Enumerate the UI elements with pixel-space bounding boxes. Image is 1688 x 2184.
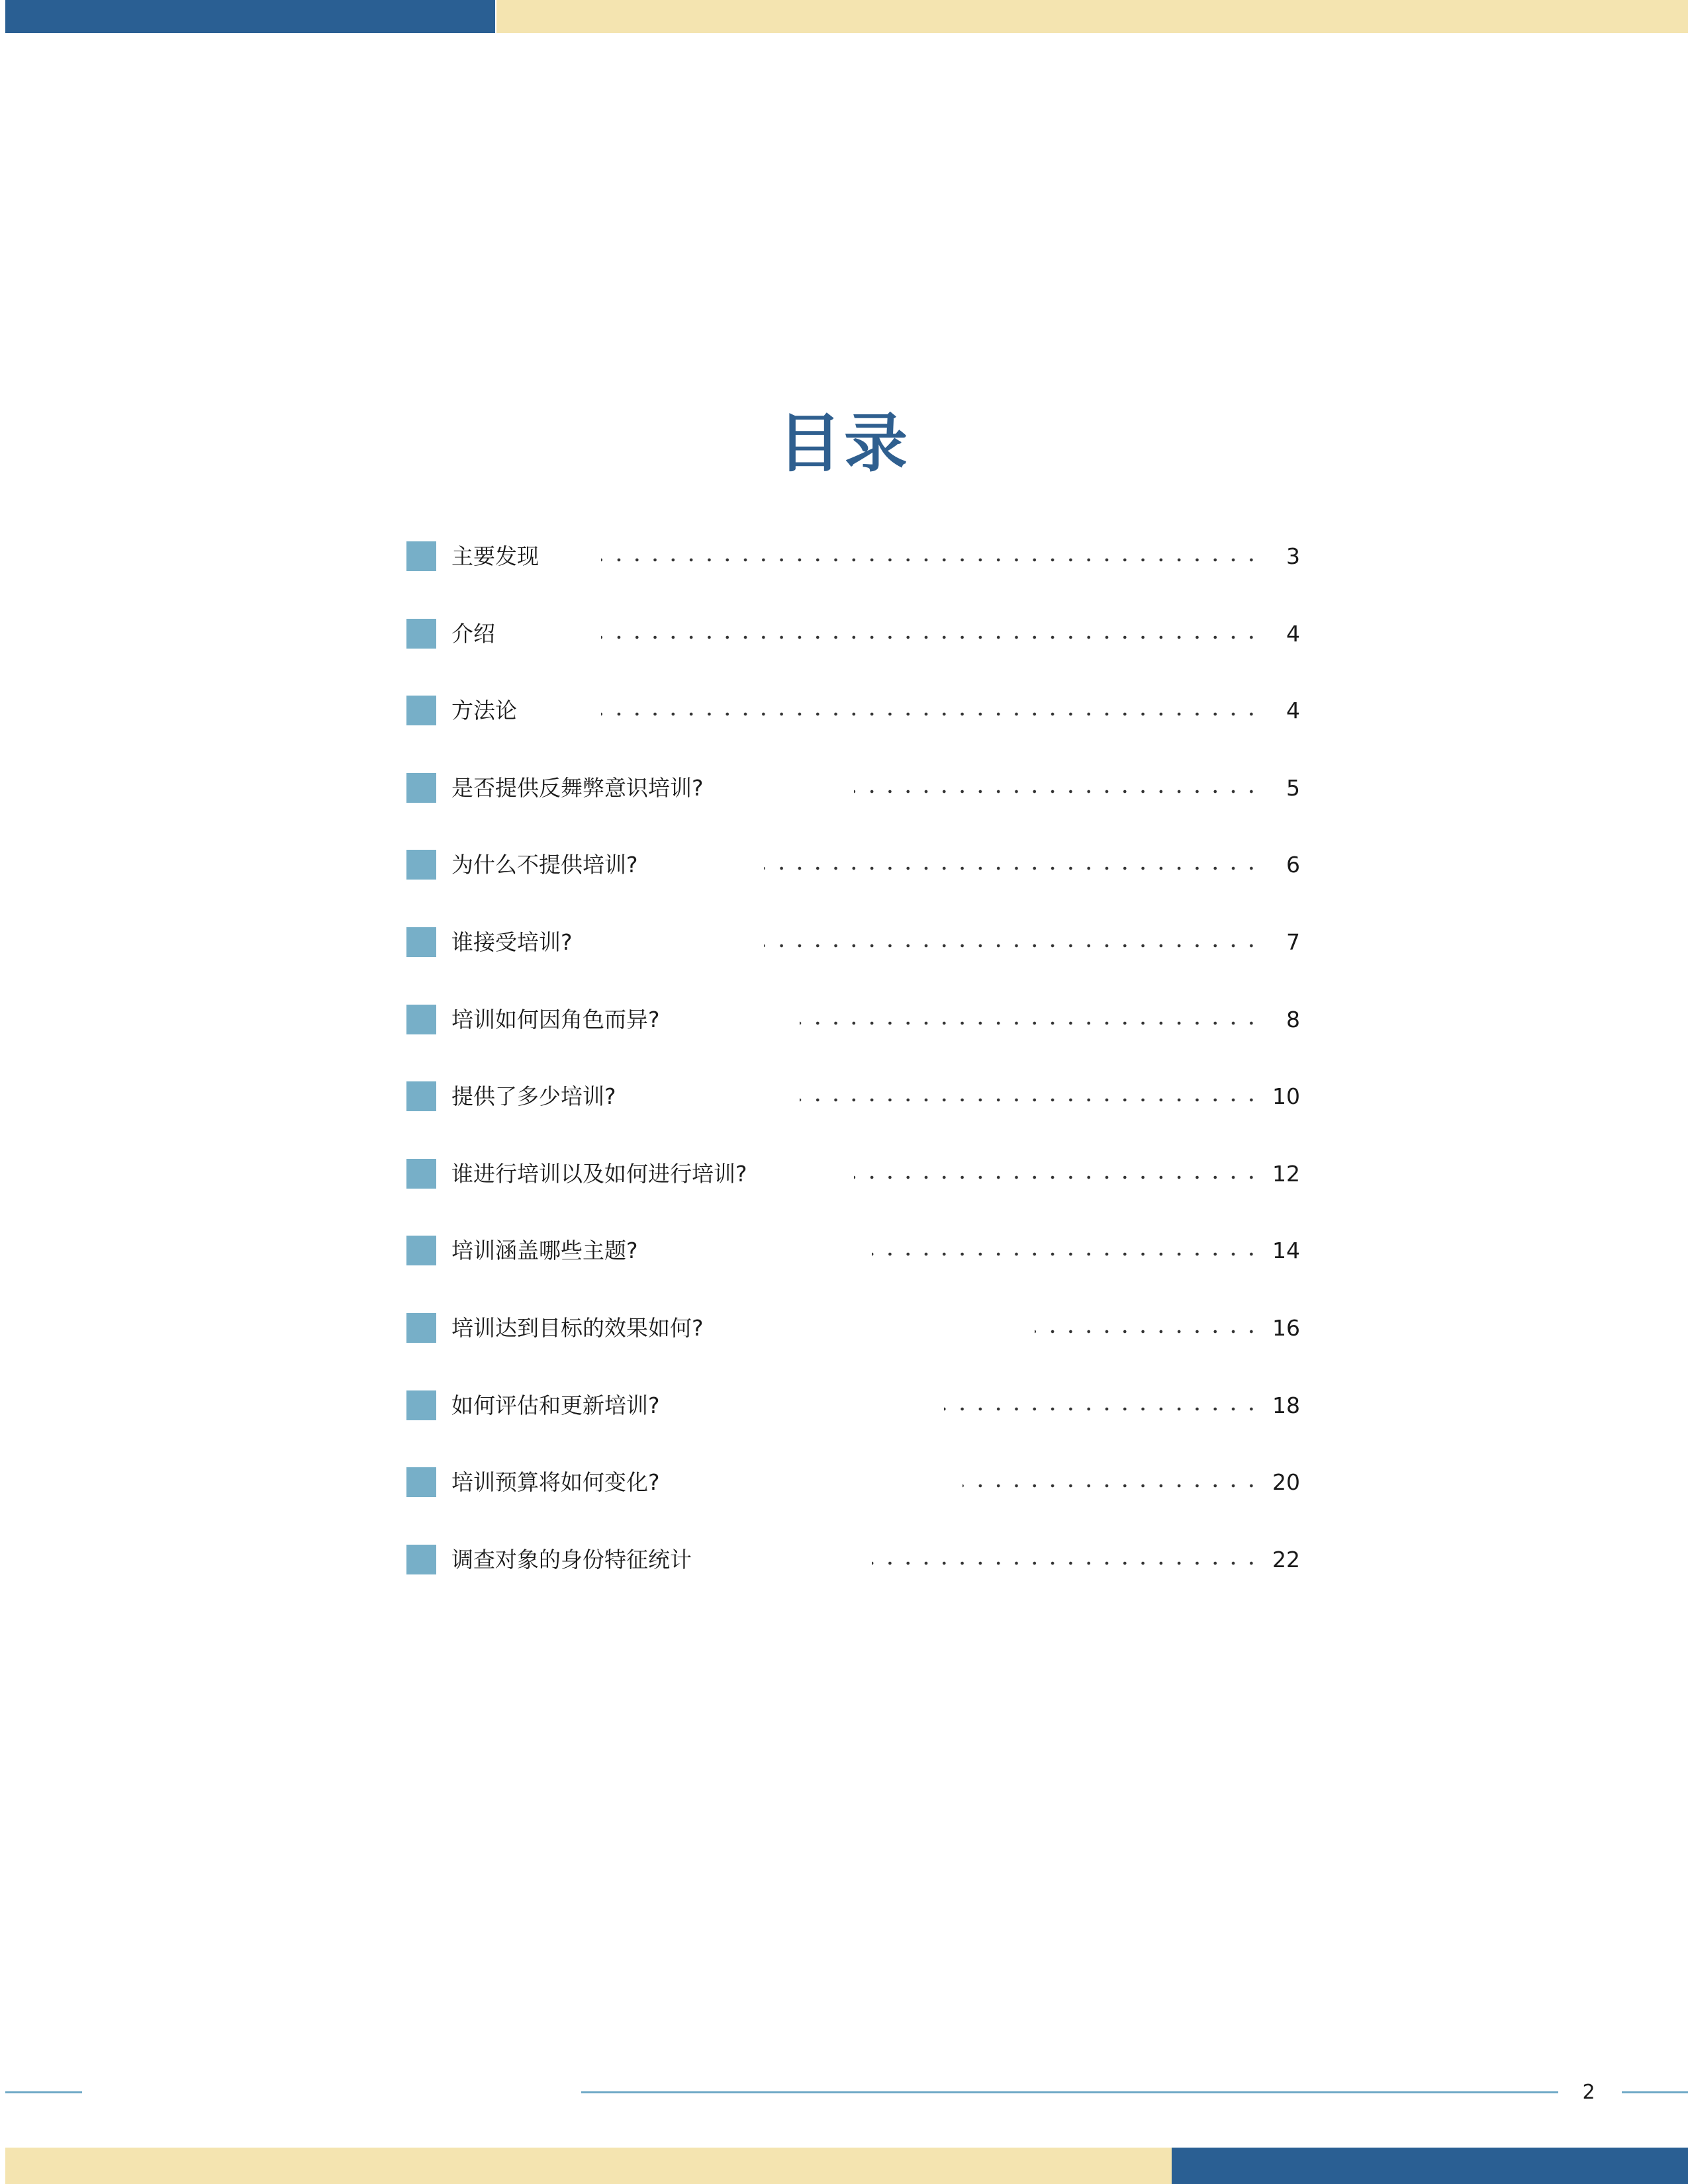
toc-page-number: 5 [1286, 774, 1300, 801]
toc-page-number: 14 [1272, 1238, 1300, 1264]
footer-rule-left [5, 2091, 82, 2093]
toc-marker-icon [406, 927, 436, 957]
bottom-cream-band [5, 2148, 1172, 2184]
toc-dot-leader [764, 866, 1260, 870]
toc-dot-leader [800, 1098, 1260, 1102]
toc-marker-icon [406, 1236, 436, 1265]
toc-page-number: 7 [1286, 929, 1300, 955]
toc-entry[interactable] [406, 999, 1300, 1077]
toc-marker-icon [406, 1390, 436, 1420]
toc-dot-leader [872, 1561, 1260, 1565]
top-cream-band [496, 0, 1688, 33]
toc-entry[interactable] [406, 844, 1300, 922]
toc-marker-icon [406, 1545, 436, 1574]
toc-page-number: 4 [1286, 620, 1300, 647]
toc-marker-icon [406, 1313, 436, 1343]
toc-page-number: 3 [1286, 543, 1300, 569]
toc-marker-icon [406, 696, 436, 725]
toc-marker-icon [406, 541, 436, 571]
toc-entry[interactable] [406, 1539, 1300, 1617]
toc-entry[interactable] [406, 1462, 1300, 1539]
toc-entry[interactable] [406, 536, 1300, 614]
toc-entry-title: 培训达到目标的效果如何? [451, 1314, 704, 1341]
toc-page-number: 12 [1272, 1160, 1300, 1187]
toc-entry-title: 主要发现 [451, 543, 539, 569]
toc-entry[interactable] [406, 1076, 1300, 1154]
top-blue-band [5, 0, 495, 33]
footer-rule-right [1622, 2091, 1688, 2093]
bottom-blue-band [1172, 2148, 1688, 2184]
toc-marker-icon [406, 1005, 436, 1034]
toc-entry-title: 培训涵盖哪些主题? [451, 1238, 638, 1264]
toc-dot-leader [601, 635, 1260, 639]
toc-entry-title: 方法论 [451, 698, 517, 724]
footer-rule-middle [581, 2091, 1558, 2093]
toc-dot-leader [962, 1484, 1260, 1488]
page-number: 2 [1582, 2081, 1595, 2104]
toc-entry-title: 介绍 [451, 620, 495, 647]
toc-page-number: 20 [1272, 1469, 1300, 1496]
toc-entry[interactable] [406, 922, 1300, 999]
toc-page-number: 10 [1272, 1083, 1300, 1110]
toc-entry[interactable] [406, 1308, 1300, 1385]
toc-dot-leader [854, 790, 1260, 794]
toc-page-number: 18 [1272, 1392, 1300, 1418]
toc-dot-leader [601, 558, 1260, 562]
table-of-contents [406, 536, 1300, 1616]
toc-entry-title: 调查对象的身份特征统计 [451, 1546, 692, 1572]
page-title: 目录 [778, 406, 910, 481]
toc-entry[interactable] [406, 768, 1300, 845]
toc-marker-icon [406, 850, 436, 880]
toc-page-number: 16 [1272, 1314, 1300, 1341]
toc-entry-title: 提供了多少培训? [451, 1083, 616, 1110]
toc-dot-leader [872, 1252, 1260, 1256]
toc-page-number: 22 [1272, 1546, 1300, 1572]
toc-page-number: 6 [1286, 852, 1300, 878]
toc-entry-title: 是否提供反舞弊意识培训? [451, 774, 704, 801]
toc-entry-title: 为什么不提供培训? [451, 852, 638, 878]
toc-entry[interactable] [406, 1230, 1300, 1308]
toc-dot-leader [1035, 1330, 1260, 1334]
toc-entry[interactable] [406, 1154, 1300, 1231]
toc-page-number: 4 [1286, 698, 1300, 724]
toc-marker-icon [406, 773, 436, 803]
toc-marker-icon [406, 1159, 436, 1189]
toc-entry[interactable] [406, 1385, 1300, 1463]
toc-entry-title: 谁进行培训以及如何进行培训? [451, 1160, 747, 1187]
toc-entry-title: 培训如何因角色而异? [451, 1006, 660, 1032]
toc-marker-icon [406, 1467, 436, 1497]
toc-dot-leader [800, 1021, 1260, 1025]
toc-dot-leader [854, 1175, 1260, 1179]
toc-entry-title: 谁接受培训? [451, 929, 573, 955]
toc-entry-title: 培训预算将如何变化? [451, 1469, 660, 1496]
toc-dot-leader [944, 1407, 1260, 1411]
toc-entry[interactable] [406, 614, 1300, 691]
toc-marker-icon [406, 1081, 436, 1111]
toc-entry-title: 如何评估和更新培训? [451, 1392, 660, 1418]
toc-entry[interactable] [406, 690, 1300, 768]
toc-dot-leader [764, 944, 1260, 948]
toc-marker-icon [406, 619, 436, 649]
toc-page-number: 8 [1286, 1006, 1300, 1032]
toc-dot-leader [601, 712, 1260, 716]
